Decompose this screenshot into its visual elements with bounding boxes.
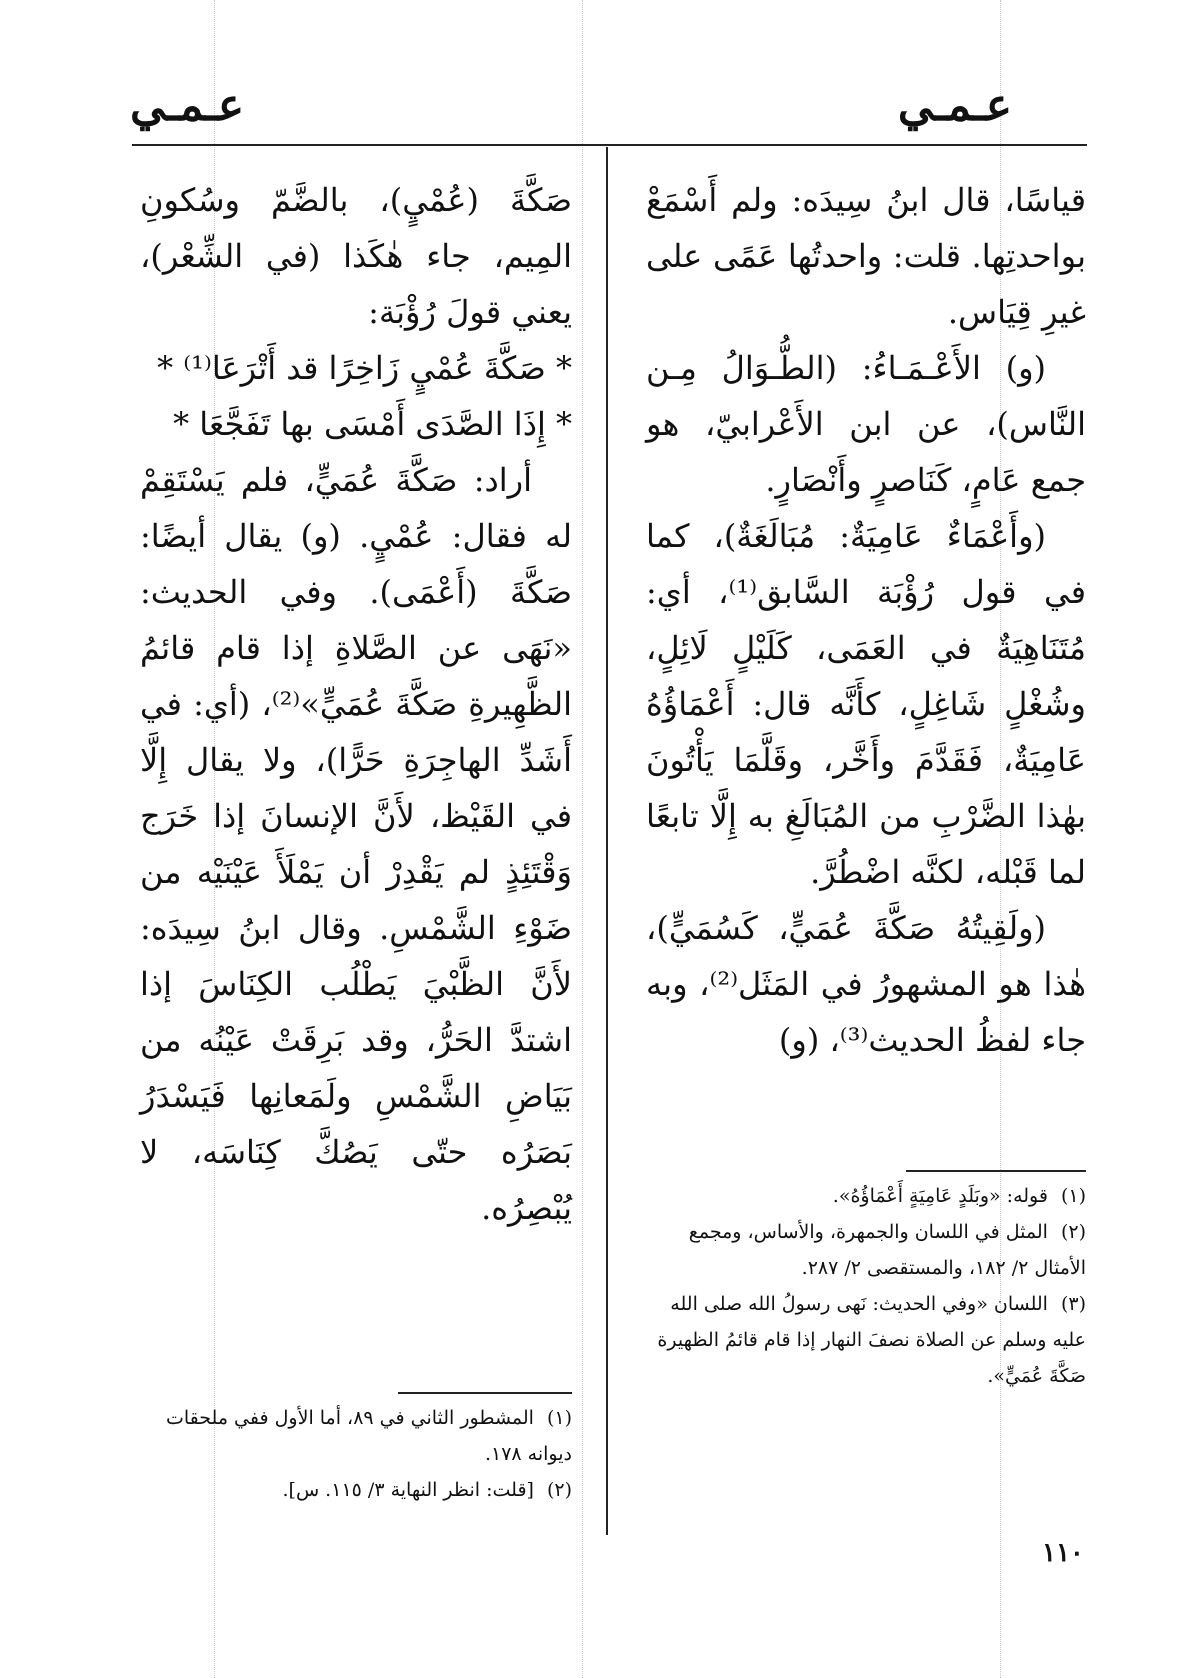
footnote-number: (١) <box>1060 1185 1086 1207</box>
footnote-text: المثل في اللسان والجمهرة، والأساس، ومجمع الأمثال ٢/ ١٨٢، والمستقصى ٢/ ٢٨٧. <box>688 1221 1086 1279</box>
footnote <box>140 1400 572 1472</box>
footnote-text: قوله: «وبَلَدٍ عَامِيَةٍ أَعْمَاؤُهُ». <box>832 1185 1048 1207</box>
footnote <box>646 1178 1086 1214</box>
left-footnotes <box>140 1400 572 1508</box>
paragraph: (ولَقِيتُهُ صَكَّةَ عُمَيٍّ، كَسُمَيٍّ)، هٰذا هو المشهورُ في المَثَل⁽²⁾، وبه جاء لفظُ الحديث⁽³⁾، (و) <box>646 909 1087 1059</box>
paragraph: (و) الأَعْـمَـاءُ: (الطُّـوَالُ مِـن النَّاس)، عن ابن الأَعْرابيّ، هو جمع عَامٍ، كَنَاصرٍ وأَنْصَارٍ. <box>646 349 1086 499</box>
paragraph: (وأَعْمَاءٌ عَامِيَةٌ: مُبَالَغَةٌ)، كما في قول رُؤْبَة السَّابق⁽¹⁾، أي: مُتَنَاهِيَةٌ في العَمَى، كَلَيْلٍ لَائِلٍ، وشُغْلٍ شَاغِلٍ، كأَنَّه قال: أَعْمَاؤُهُ عَامِيَةٌ، فَقَدَّمَ وأَخَّر، وقَلَّمَا يَأْتُونَ بهٰذا الضَّرْبِ من المُبَالَغِ به إِلَّا تابعًا لما قَبْله، لكنَّه اضْطُرَّ. <box>646 517 1087 891</box>
footnote-text: اللسان «وفي الحديث: نَهى رسولُ الله صلى الله عليه وسلم عن الصلاة نصفَ النهار إذا قام قائمُ الظهيرة صَكَّةَ عُمَيٍّ». <box>657 1293 1086 1387</box>
footnote <box>646 1214 1086 1286</box>
paragraph: صَكَّةَ (عُمْيٍ)، بالضَّمّ وسُكونِ المِيم، جاء هٰكَذا (في الشِّعْر)، يعني قولَ رُؤْبَة: <box>140 181 572 331</box>
footnote-number: (٣) <box>1060 1293 1086 1315</box>
verse-line: * صَكَّةَ عُمْيٍ زَاخِرًا قد أَتْرَعَا⁽¹⁾ * <box>157 349 572 387</box>
running-head-left: عـمـي <box>130 80 245 131</box>
left-column <box>140 172 572 1236</box>
paragraph: أراد: صَكَّةَ عُمَيٍّ، فلم يَسْتَقِمْ له فقال: عُمْيٍ. (و) يقال أيضًا: صَكَّةَ (أَعْمَى). وفي الحديث: «نَهَى عن الصَّلاةِ إذا قام قائمُ الظَّهِيرةِ صَكَّةَ عُمَيٍّ»⁽²⁾، (أي: في أَشَدِّ الهاجِرَةِ حَرًّا)، ولا يقال إِلَّا في القَيْظ، لأَنَّ الإنسانَ إذا خَرَج وَقْتَئِذٍ لم يَقْدِرْ أن يَمْلَأَ عَيْنَيْه من ضَوْءِ الشَّمْسِ. وقال ابنُ سِيدَه: لأَنَّ الظَّبْيَ يَطْلُب الكِنَاسَ إذا اشتدَّ الحَرُّ، وقد بَرِقَتْ عَيْنُه من بَيَاضِ الشَّمْسِ ولَمَعانِها فَيَسْدَرُ بَصَرُه حتّى يَصُكَّ كِنَاسَه، لا يُبْصِرُه. <box>140 461 573 1227</box>
footnote-number: (١) <box>546 1407 572 1429</box>
right-column <box>646 172 1086 1068</box>
running-head-right: عـمـي <box>897 80 1012 131</box>
footnote-rule <box>906 1170 1086 1172</box>
footnote <box>140 1472 572 1508</box>
page-number: ١١٠ <box>1042 1538 1084 1568</box>
column-divider <box>606 147 608 1535</box>
scan-guide-line <box>582 0 583 1678</box>
footnote <box>646 1286 1086 1394</box>
footnote-rule <box>398 1392 572 1394</box>
footnote-text: [قلت: انظر النهاية ٣/ ١١٥. س]. <box>282 1479 534 1501</box>
right-footnotes <box>646 1178 1086 1394</box>
footnote-text: المشطور الثاني في ٨٩، أما الأول ففي ملحقات ديوانه ١٧٨. <box>166 1407 572 1465</box>
header-rule <box>132 144 1087 146</box>
verse-line: * إِذَا الصَّدَى أَمْسَى بها تَفَجَّعَا * <box>173 405 572 443</box>
paragraph: قياسًا، قال ابنُ سِيدَه: ولم أَسْمَعْ بواحدتِها. قلت: واحدتُها عَمًى على غيرِ قِيَاس. <box>646 181 1086 331</box>
footnote-number: (٢) <box>546 1479 572 1501</box>
footnote-number: (٢) <box>1060 1221 1086 1243</box>
